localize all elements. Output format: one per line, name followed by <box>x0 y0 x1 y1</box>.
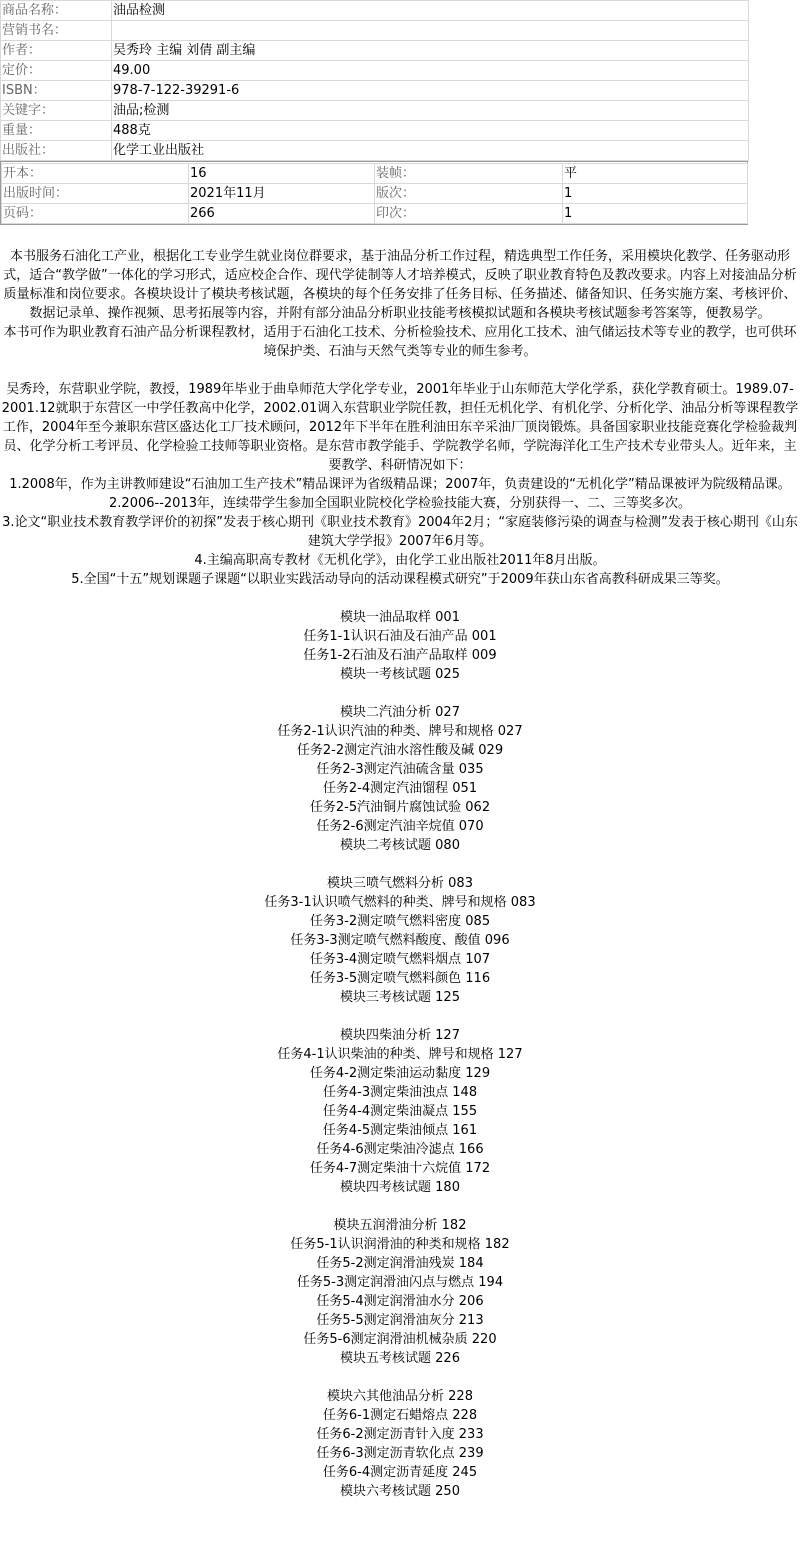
toc-item: 任务4-2测定柴油运动黏度 129 <box>309 1066 491 1081</box>
toc-item: 任务3-1认识喷气燃料的种类、牌号和规格 083 <box>264 895 536 910</box>
toc-item: 任务3-4测定喷气燃料烟点 107 <box>309 952 491 967</box>
info-label: 营销书名： <box>1 21 112 41</box>
toc-item: 任务5-6测定润滑油机械杂质 220 <box>303 1332 497 1347</box>
toc-item: 任务4-3测定柴油浊点 148 <box>322 1085 478 1100</box>
toc-item: 任务2-2测定汽油水溶性酸及碱 029 <box>296 743 504 758</box>
table-of-contents <box>0 608 800 1501</box>
toc-module: 模块一油品取样 001 <box>340 610 460 625</box>
content-summary <box>0 247 800 361</box>
info-row <box>1 101 749 121</box>
info-value: 油品检测 <box>112 1 749 21</box>
info-label: 商品名称： <box>1 1 112 21</box>
toc-item: 任务6-2测定沥青针入度 233 <box>316 1427 484 1442</box>
info-value: 吴秀玲 主编 刘倩 副主编 <box>112 41 749 61</box>
author-paragraph: 吴秀玲，东营职业学院，教授，1989年毕业于曲阜师范大学化学专业，2001年毕业于山东师范大学化学系，获化学教育硕士。1989.07-2001.12就职于东营区一中学任教高中化学，2002.01调入东营职业学院任教，担任无机化学、有机化学、分析化学、油品分析等课程教学工作，2004年至今兼职东营区盛达化工厂技术顾问，2012年下半年在胜利油田东辛采油厂顶岗锻炼。具备国家职业技能竞赛化学检验裁判员、化学分析工考评员、化学检验工技师等职业资格。是东营市教学能手、学院教学名师，学院海洋化工生产技术专业带头人。近年来，主要教学、科研情况如下： <box>1 382 799 473</box>
info-label: 重量： <box>1 121 112 141</box>
author-paragraph: 3.论文“职业技术教育教学评价的初探”发表于核心期刊《职业技术教育》2004年2月；“家庭装修污染的调查与检测”发表于核心期刊《山东建筑大学学报》2007年6月等。 <box>2 515 798 549</box>
toc-item: 任务2-4测定汽油馏程 051 <box>322 781 478 796</box>
toc-spacer <box>0 1007 800 1026</box>
toc-item: 任务6-4测定沥青延度 245 <box>322 1465 478 1480</box>
toc-item: 任务2-5汽油铜片腐蚀试验 062 <box>309 800 491 815</box>
spec-value: 2021年11月 <box>189 184 375 204</box>
toc-item: 任务5-5测定润滑油灰分 213 <box>316 1313 484 1328</box>
toc-spacer <box>0 1197 800 1216</box>
info-row <box>1 141 749 161</box>
toc-spacer <box>0 684 800 703</box>
toc-module: 模块五润滑油分析 182 <box>333 1218 467 1233</box>
spec-label: 开本： <box>2 164 189 184</box>
toc-item: 任务4-5测定柴油倾点 161 <box>322 1123 478 1138</box>
toc-spacer <box>0 855 800 874</box>
spec-label: 版次： <box>375 184 563 204</box>
toc-item: 任务6-3测定沥青软化点 239 <box>316 1446 484 1461</box>
toc-item: 模块三考核试题 125 <box>340 990 460 1005</box>
spec-label: 页码： <box>2 204 189 224</box>
toc-item: 模块二考核试题 080 <box>340 838 460 853</box>
toc-item: 任务5-3测定润滑油闪点与燃点 194 <box>296 1275 504 1290</box>
spec-label: 出版时间： <box>2 184 189 204</box>
info-row <box>1 121 749 141</box>
toc-item: 任务3-2测定喷气燃料密度 085 <box>309 914 491 929</box>
toc-item: 任务3-5测定喷气燃料颜色 116 <box>309 971 491 986</box>
toc-item: 任务4-7测定柴油十六烷值 172 <box>309 1161 491 1176</box>
toc-item: 任务4-6测定柴油冷滤点 166 <box>316 1142 484 1157</box>
info-label: ISBN： <box>1 81 112 101</box>
spec-value: 16 <box>189 164 375 184</box>
info-value: 油品;检测 <box>112 101 749 121</box>
author-paragraph: 1.2008年，作为主讲教师建设“石油加工生产技术”精品课评为省级精品课；2007年，负责建设的“无机化学”精品课被评为院级精品课。 <box>9 477 791 492</box>
info-value: 488克 <box>112 121 749 141</box>
toc-module: 模块三喷气燃料分析 083 <box>327 876 473 891</box>
toc-module: 模块四柴油分析 127 <box>340 1028 460 1043</box>
toc-item: 任务5-1认识润滑油的种类和规格 182 <box>290 1237 510 1252</box>
spec-row <box>2 164 748 184</box>
spec-row <box>2 184 748 204</box>
toc-item: 任务4-4测定柴油凝点 155 <box>322 1104 478 1119</box>
toc-item: 任务2-3测定汽油硫含量 035 <box>316 762 484 777</box>
info-value <box>112 21 749 41</box>
spec-row <box>2 204 748 224</box>
author-paragraph: 5.全国“十五”规划课题子课题“以职业实践活动导向的活动课程模式研究”于2009年获山东省高教科研成果三等奖。 <box>71 572 729 587</box>
spec-value: 平 <box>563 164 748 184</box>
toc-item: 任务6-1测定石蜡熔点 228 <box>322 1408 478 1423</box>
info-label: 关键字： <box>1 101 112 121</box>
info-label: 作者： <box>1 41 112 61</box>
toc-item: 任务1-1认识石油及石油产品 001 <box>303 629 497 644</box>
author-paragraph: 2.2006--2013年，连续带学生参加全国职业院校化学检验技能大赛，分别获得一、二、三等奖多次。 <box>109 496 691 511</box>
toc-item: 模块六考核试题 250 <box>340 1484 460 1499</box>
author-bio <box>0 380 800 589</box>
spec-value: 1 <box>563 184 748 204</box>
info-label: 出版社： <box>1 141 112 161</box>
toc-item: 任务2-6测定汽油辛烷值 070 <box>316 819 484 834</box>
summary-paragraph: 本书可作为职业教育石油产品分析课程教材，适用于石油化工技术、分析检验技术、应用化工技术、油气储运技术等专业的教学，也可供环境保护类、石油与天然气类等专业的师生参考。 <box>3 325 797 359</box>
info-label: 定价： <box>1 61 112 81</box>
info-row <box>1 41 749 61</box>
toc-item: 任务5-4测定润滑油水分 206 <box>316 1294 484 1309</box>
toc-item: 模块四考核试题 180 <box>340 1180 460 1195</box>
toc-item: 任务5-2测定润滑油残炭 184 <box>316 1256 484 1271</box>
toc-spacer <box>0 1368 800 1387</box>
spec-info-table <box>1 163 748 224</box>
author-paragraph: 4.主编高职高专教材《无机化学》，由化学工业出版社2011年8月出版。 <box>194 553 606 568</box>
toc-module: 模块六其他油品分析 228 <box>327 1389 473 1404</box>
spec-label: 印次： <box>375 204 563 224</box>
toc-item: 任务1-2石油及石油产品取样 009 <box>303 648 497 663</box>
spec-value: 266 <box>189 204 375 224</box>
spec-info-box <box>0 161 748 225</box>
product-info-table <box>0 0 749 161</box>
spec-label: 装帧： <box>375 164 563 184</box>
summary-paragraph: 本书服务石油化工产业，根据化工专业学生就业岗位群要求，基于油品分析工作过程，精选典型工作任务，采用模块化教学、任务驱动形式，适合“教学做”一体化的学习形式，适应校企合作、现代学徒制等人才培养模式，反映了职业教育特色及教改要求。内容上对接油品分析质量标准和岗位要求。各模块设计了模块考核试题，各模块的每个任务安排了任务目标、任务描述、储备知识、任务实施方案、考核评价、数据记录单、操作视频、思考拓展等内容，并附有部分油品分析职业技能考核模拟试题和各模块考核试题参考答案等，便教易学。 <box>3 249 797 321</box>
info-value: 49.00 <box>112 61 749 81</box>
description <box>0 247 800 1501</box>
info-row <box>1 81 749 101</box>
info-row <box>1 21 749 41</box>
toc-item: 模块五考核试题 226 <box>340 1351 460 1366</box>
info-row <box>1 61 749 81</box>
toc-item: 任务4-1认识柴油的种类、牌号和规格 127 <box>277 1047 523 1062</box>
toc-item: 任务3-3测定喷气燃料酸度、酸值 096 <box>290 933 510 948</box>
toc-item: 任务2-1认识汽油的种类、牌号和规格 027 <box>277 724 523 739</box>
info-value: 化学工业出版社 <box>112 141 749 161</box>
toc-module: 模块二汽油分析 027 <box>340 705 460 720</box>
spec-value: 1 <box>563 204 748 224</box>
info-value: 978-7-122-39291-6 <box>112 81 749 101</box>
info-row <box>1 1 749 21</box>
toc-item: 模块一考核试题 025 <box>340 667 460 682</box>
